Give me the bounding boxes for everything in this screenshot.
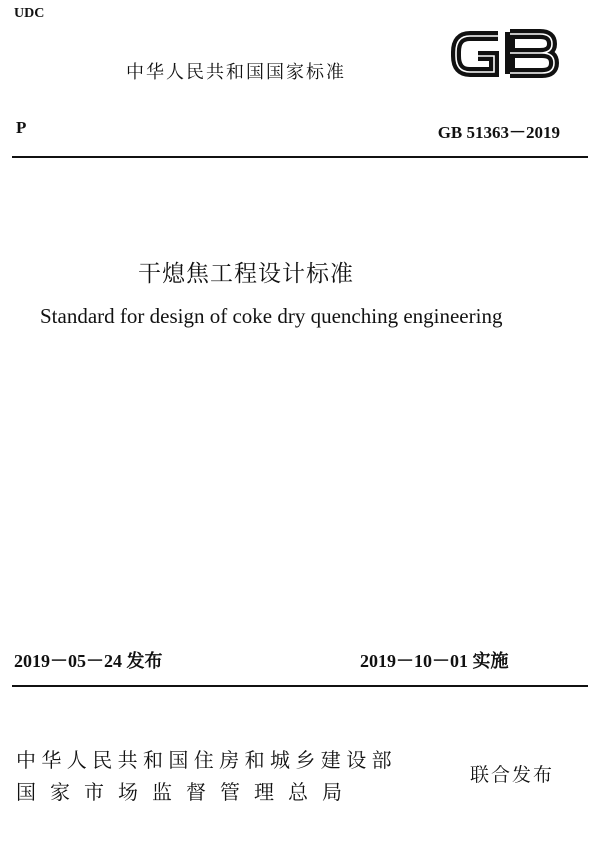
- gb-logo: [448, 22, 560, 84]
- issuing-authority-2: 国家市场监督管理总局: [16, 780, 356, 804]
- header-divider: [12, 156, 588, 158]
- document-title-chinese: 干熄焦工程设计标准: [138, 261, 354, 287]
- publish-date: 2019－05－24 发布: [14, 651, 163, 671]
- national-standard-heading: 中华人民共和国国家标准: [126, 62, 346, 83]
- document-title-english: Standard for design of coke dry quenching engineering: [40, 304, 503, 328]
- udc-label: UDC: [14, 6, 45, 21]
- joint-release-label: 联合发布: [470, 764, 555, 786]
- standard-number: GB 51363－2019: [437, 123, 560, 142]
- category-code: P: [16, 118, 27, 137]
- issuing-authority-1: 中华人民共和国住房和城乡建设部: [16, 748, 397, 772]
- implementation-date: 2019－10－01 实施: [360, 651, 509, 671]
- footer-divider: [12, 685, 588, 687]
